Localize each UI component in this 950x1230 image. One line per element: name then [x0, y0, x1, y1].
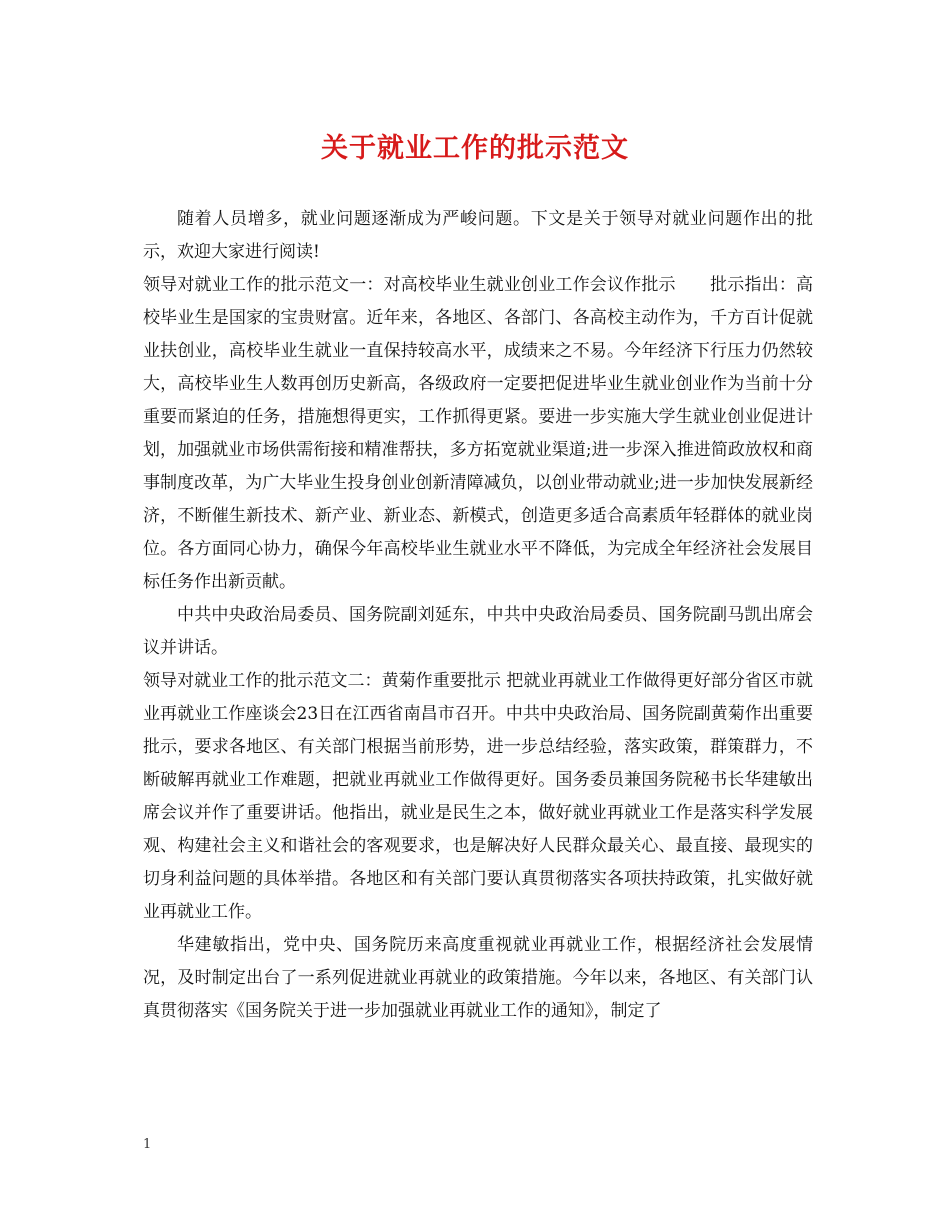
page-number: 1: [143, 1137, 152, 1152]
paragraph-intro: 随着人员增多，就业问题逐渐成为严峻问题。下文是关于领导对就业问题作出的批示，欢迎大家进行阅读!: [143, 209, 813, 262]
paragraph-example-two: 领导对就业工作的批示范文二：黄菊作重要批示 把就业再就业工作做得更好部分省区市就业再就业工作座谈会23日在江西省南昌市召开。中共中央政治局、国务院副黄菊作出重要批示，要求各地区、有关部门根据当前形势，进一步总结经验，落实政策，群策群力，不断破解再就业工作难题，把就业再就业工作做得更好。国务委员兼国务院秘书长华建敏出席会议并作了重要讲话。他指出，就业是民生之本，做好就业再就业工作是落实科学发展观、构建社会主义和谐社会的客观要求，也是解决好人民群众最关心、最直接、最现实的切身利益问题的具体举措。各地区和有关部门要认真贯彻落实各项扶持政策，扎实做好就业再就业工作。: [143, 671, 813, 922]
paragraph-example-one: 领导对就业工作的批示范文一：对高校毕业生就业创业工作会议作批示 批示指出：高校毕业生是国家的宝贵财富。近年来，各地区、各部门、各高校主动作为，千方百计促就业扶创业，高校毕业生就业一直保持较高水平，成绩来之不易。今年经济下行压力仍然较大，高校毕业生人数再创历史新高，各级政府一定要把促进毕业生就业创业作为当前十分重要而紧迫的任务，措施想得更实，工作抓得更紧。要进一步实施大学生就业创业促进计划，加强就业市场供需衔接和精准帮扶，多方拓宽就业渠道;进一步深入推进简政放权和商事制度改革，为广大毕业生投身创业创新清障减负，以创业带动就业;进一步加快发展新经济，不断催生新技术、新产业、新业态、新模式，创造更多适合高素质年轻群体的就业岗位。各方面同心协力，确保今年高校毕业生就业水平不降低，为完成全年经济社会发展目标任务作出新贡献。: [143, 275, 813, 592]
paragraph-hua-jianmin: 华建敏指出，党中央、国务院历来高度重视就业再就业工作，根据经济社会发展情况，及时制定出台了一系列促进就业再就业的政策措施。今年以来，各地区、有关部门认真贯彻落实《国务院关于进一步加强就业再就业工作的通知》，制定了: [143, 935, 813, 1021]
paragraph-attendees: 中共中央政治局委员、国务院副刘延东，中共中央政治局委员、国务院副马凯出席会议并讲话。: [143, 605, 813, 658]
document-title: 关于就业工作的批示范文: [321, 133, 629, 164]
document-body: [143, 203, 813, 1028]
